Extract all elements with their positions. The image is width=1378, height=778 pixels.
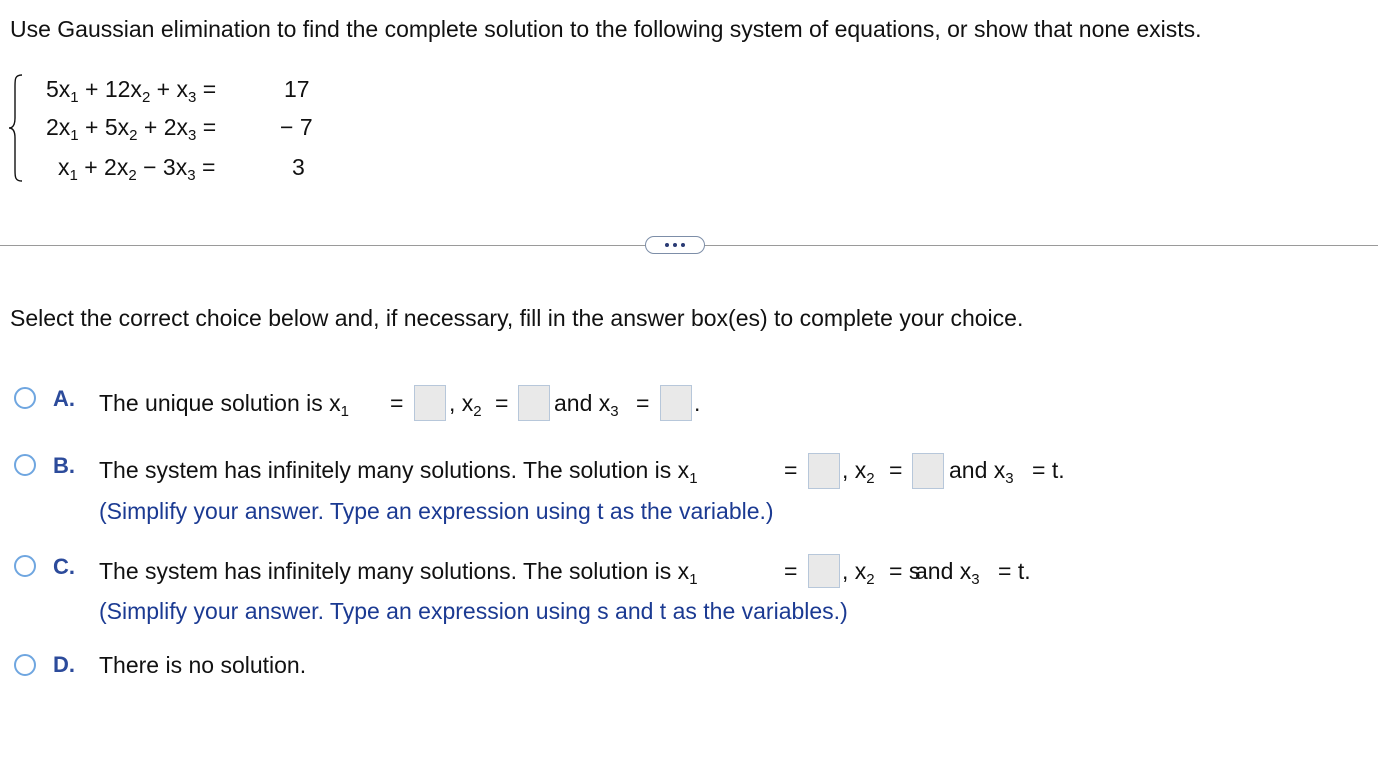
choice-b-x1-equals: = — [784, 457, 798, 483]
choice-a-period: . — [694, 390, 701, 416]
ellipsis-dot-icon — [665, 243, 669, 247]
choice-a-x3-input[interactable] — [660, 385, 692, 421]
equation-1-lhs: $5x_1 + 12x_2 + x_3$ = — [46, 76, 217, 106]
choice-c-text: The system has infinitely many solutions. The solution is $x_1$ — [99, 558, 698, 588]
choice-b-hint: (Simplify your answer. Type an expression using t as the variable.) — [99, 498, 774, 524]
choice-c-x1-equals: = — [784, 558, 798, 584]
question-prompt: Use Gaussian elimination to find the complete solution to the following system of equations, or show that none exists. — [10, 16, 1202, 42]
equation-1-rhs: 17 — [284, 76, 310, 102]
left-brace-icon — [6, 72, 28, 184]
choice-b-x3-value: = t. — [1032, 457, 1065, 483]
choice-c-hint: (Simplify your answer. Type an expression using s and t as the variables.) — [99, 598, 848, 624]
equation-3-lhs: $x_1 + 2x_2 - 3x_3$ = — [58, 154, 216, 184]
choice-c-x2-value: = s — [889, 558, 921, 584]
choice-a-x2-label: , $x_2$ — [449, 390, 482, 420]
instruction-text: Select the correct choice below and, if necessary, fill in the answer box(es) to complete your choice. — [10, 305, 1024, 331]
choice-a-x1-equals: = — [390, 390, 404, 416]
equation-3-rhs: 3 — [292, 154, 305, 180]
choice-a-x3-equals: = — [636, 390, 650, 416]
more-options-button[interactable] — [645, 236, 705, 254]
equation-2-lhs: $2x_1 + 5x_2 + 2x_3$ = — [46, 114, 217, 144]
choice-c-radio[interactable] — [14, 555, 36, 577]
choice-a-text: The unique solution is $x_1$ — [99, 390, 349, 420]
choice-b-x2-equals: = — [889, 457, 903, 483]
choice-a-x1-input[interactable] — [414, 385, 446, 421]
choice-b-x2-label: , $x_2$ — [842, 457, 875, 487]
choice-b-radio[interactable] — [14, 454, 36, 476]
choice-c-letter: C. — [53, 554, 75, 579]
choice-a-x2-input[interactable] — [518, 385, 550, 421]
choice-c-x3-label: and $x_3$ — [915, 558, 980, 588]
equation-2-rhs: − 7 — [280, 114, 313, 140]
choice-a-letter: A. — [53, 386, 75, 411]
choice-a-x3-label: and $x_3$ — [554, 390, 619, 420]
choice-a-radio[interactable] — [14, 387, 36, 409]
equation-system — [6, 72, 326, 184]
choice-b-x1-input[interactable] — [808, 453, 840, 489]
choice-b-letter: B. — [53, 453, 75, 478]
choice-b-x3-label: and $x_3$ — [949, 457, 1014, 487]
ellipsis-dot-icon — [681, 243, 685, 247]
choice-c-x3-value: = t. — [998, 558, 1031, 584]
choice-d-text: There is no solution. — [99, 652, 307, 678]
choice-c-x1-input[interactable] — [808, 554, 840, 588]
ellipsis-dot-icon — [673, 243, 677, 247]
choice-c-x2-label: , $x_2$ — [842, 558, 875, 588]
choice-d-radio[interactable] — [14, 654, 36, 676]
choice-d-letter: D. — [53, 652, 75, 677]
choice-b-text: The system has infinitely many solutions. The solution is $x_1$ — [99, 457, 698, 487]
choice-a-x2-equals: = — [495, 390, 509, 416]
choice-b-x2-input[interactable] — [912, 453, 944, 489]
